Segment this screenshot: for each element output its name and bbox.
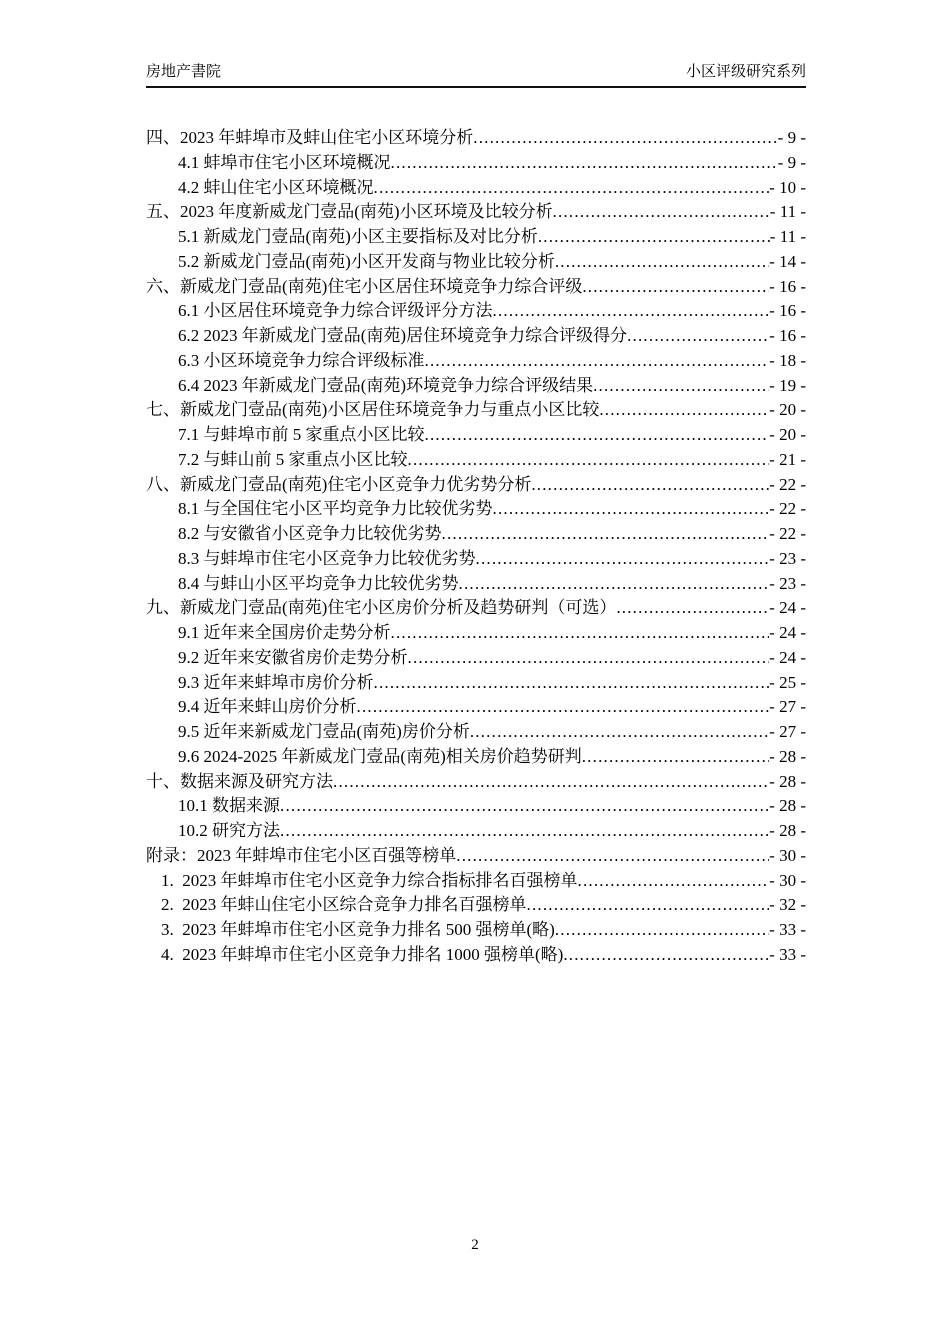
toc-entry[interactable] (146, 547, 806, 572)
page-footer (0, 1237, 950, 1254)
toc-entry-label: 八、新威龙门壹品(南苑)住宅小区竞争力优劣势分析 (146, 474, 532, 494)
toc-leader-dots (599, 398, 769, 423)
toc-leader-dots (425, 349, 770, 374)
toc-entry-label: 8.2 与安徽省小区竞争力比较优劣势 (178, 524, 442, 543)
toc-leader-dots (357, 695, 770, 720)
toc-entry-label: 5.2 新威龙门壹品(南苑)小区开发商与物业比较分析 (178, 251, 555, 271)
toc-leader-dots (627, 324, 769, 349)
toc-entry[interactable] (146, 918, 806, 943)
toc-leader-dots (459, 572, 770, 597)
toc-entry-page: - 16 - (769, 301, 806, 321)
toc-entry[interactable] (146, 398, 806, 423)
toc-entry-label: 6.1 小区居住环境竞争力综合评级评分方法 (178, 301, 493, 321)
toc-entry-label: 4.1 蚌埠市住宅小区环境概况 (178, 152, 391, 172)
toc-entry-page: - 32 - (769, 895, 806, 915)
toc-entry-page: - 9 - (777, 152, 806, 172)
toc-leader-dots (408, 448, 770, 473)
toc-entry[interactable] (146, 250, 806, 275)
toc-entry[interactable] (146, 299, 806, 324)
toc-leader-dots (476, 547, 770, 572)
toc-entry-label: 3. 2023 年蚌埠市住宅小区竞争力排名 500 强榜单(略) (161, 920, 555, 939)
toc-entry-page: - 22 - (769, 474, 806, 494)
toc-leader-dots (442, 522, 770, 547)
toc-entry-page: - 14 - (769, 251, 806, 271)
toc-entry-label: 9.3 近年来蚌埠市房价分析 (178, 672, 374, 692)
header-left-text: 房地产書院 (146, 64, 222, 80)
toc-leader-dots (408, 646, 770, 671)
toc-leader-dots (593, 374, 769, 399)
toc-entry-label: 6.2 2023 年新威龙门壹品(南苑)居住环境竞争力综合评级得分 (178, 326, 628, 345)
toc-entry[interactable] (146, 151, 806, 176)
toc-entry[interactable] (146, 819, 806, 844)
toc-entry-label: 10.2 研究方法 (178, 821, 280, 840)
toc-entry-label: 七、新威龙门壹品(南苑)小区居住环境竞争力与重点小区比较 (146, 400, 600, 420)
toc-entry-label: 6.4 2023 年新威龙门壹品(南苑)环境竞争力综合评级结果 (178, 375, 594, 395)
toc-entry-label: 2. 2023 年蚌山住宅小区综合竞争力排名百强榜单 (161, 895, 527, 915)
toc-entry[interactable] (146, 671, 806, 696)
toc-leader-dots (616, 596, 769, 621)
page-header (146, 60, 806, 88)
toc-entry-page: - 23 - (769, 573, 806, 593)
toc-leader-dots (553, 200, 770, 225)
toc-leader-dots (538, 225, 770, 250)
toc-entry-page: - 18 - (769, 350, 806, 370)
toc-entry-label: 4.2 蚌山住宅小区环境概况 (178, 177, 374, 197)
toc-leader-dots (555, 918, 769, 943)
toc-entry-label: 5.1 新威龙门壹品(南苑)小区主要指标及对比分析 (178, 227, 538, 246)
toc-entry-page: - 23 - (769, 548, 806, 568)
toc-entry[interactable] (146, 596, 806, 621)
toc-entry-page: - 11 - (769, 227, 806, 246)
toc-entry-page: - 33 - (769, 944, 806, 964)
toc-leader-dots (582, 745, 769, 770)
toc-entry-page: - 25 - (769, 672, 806, 692)
toc-entry[interactable] (146, 473, 806, 498)
toc-entry[interactable] (146, 126, 806, 151)
toc-entry-label: 9.4 近年来蚌山房价分析 (178, 697, 357, 717)
toc-entry[interactable] (146, 200, 806, 225)
toc-entry-label: 十、数据来源及研究方法 (146, 771, 333, 791)
toc-entry-page: - 20 - (769, 425, 806, 444)
toc-entry-label: 四、2023 年蚌埠市及蚌山住宅小区环境分析 (146, 128, 474, 147)
toc-entry[interactable] (146, 770, 806, 795)
toc-entry-label: 9.6 2024-2025 年新威龙门壹品(南苑)相关房价趋势研判 (178, 746, 582, 766)
toc-leader-dots (493, 299, 770, 324)
toc-entry[interactable] (146, 869, 806, 894)
toc-entry-page: - 20 - (769, 400, 806, 420)
toc-leader-dots (555, 250, 769, 275)
toc-entry-page: - 27 - (769, 722, 806, 741)
page-number: 2 (471, 1237, 479, 1253)
toc-entry[interactable] (146, 497, 806, 522)
toc-entry-label: 9.2 近年来安徽省房价走势分析 (178, 647, 408, 667)
toc-entry[interactable] (146, 621, 806, 646)
toc-entry[interactable] (146, 324, 806, 349)
toc-leader-dots (473, 126, 777, 151)
toc-entry[interactable] (146, 646, 806, 671)
toc-leader-dots (374, 176, 770, 201)
toc-entry[interactable] (146, 225, 806, 250)
toc-entry[interactable] (146, 275, 806, 300)
toc-leader-dots (280, 819, 769, 844)
toc-leader-dots (582, 275, 769, 300)
toc-entry[interactable] (146, 695, 806, 720)
toc-entry[interactable] (146, 423, 806, 448)
toc-entry-page: - 22 - (769, 524, 806, 543)
toc-entry-page: - 9 - (777, 128, 806, 147)
toc-entry-label: 6.3 小区环境竞争力综合评级标准 (178, 350, 425, 370)
toc-entry-label: 8.3 与蚌埠市住宅小区竞争力比较优劣势 (178, 548, 476, 568)
toc-entry[interactable] (146, 794, 806, 819)
toc-entry[interactable] (146, 448, 806, 473)
toc-entry-page: - 28 - (769, 796, 806, 816)
toc-entry-label: 9.1 近年来全国房价走势分析 (178, 623, 391, 642)
toc-entry-label: 8.1 与全国住宅小区平均竞争力比较优劣势 (178, 499, 493, 519)
toc-leader-dots (563, 943, 769, 968)
toc-entry-page: - 33 - (769, 920, 806, 939)
toc-entry-page: - 27 - (769, 697, 806, 717)
toc-entry[interactable] (146, 572, 806, 597)
toc-entry-page: - 21 - (769, 449, 806, 469)
toc-leader-dots (456, 844, 769, 869)
toc-leader-dots (493, 497, 770, 522)
toc-entry-page: - 28 - (769, 746, 806, 766)
toc-entry-page: - 30 - (769, 845, 806, 865)
toc-leader-dots (374, 671, 770, 696)
header-right-text: 小区评级研究系列 (685, 64, 806, 80)
toc-entry-label: 六、新威龙门壹品(南苑)住宅小区居住环境竞争力综合评级 (146, 276, 583, 296)
toc-entry-page: - 24 - (769, 647, 806, 667)
toc-entry-page: - 28 - (769, 771, 806, 791)
toc-entry-label: 8.4 与蚌山小区平均竞争力比较优劣势 (178, 573, 459, 593)
toc-entry-page: - 22 - (769, 499, 806, 519)
toc-entry-label: 7.2 与蚌山前 5 家重点小区比较 (178, 449, 408, 469)
toc-entry-page: - 24 - (769, 598, 806, 618)
toc-entry-page: - 30 - (769, 870, 806, 890)
toc-entry[interactable] (146, 943, 806, 968)
toc-entry-label: 九、新威龙门壹品(南苑)住宅小区房价分析及趋势研判（可选） (146, 598, 617, 618)
toc-entry-page: - 16 - (769, 326, 806, 345)
toc-leader-dots (470, 720, 769, 745)
toc-leader-dots (531, 473, 769, 498)
toc-entry[interactable] (146, 844, 806, 869)
toc-entry-page: - 10 - (769, 177, 806, 197)
toc-entry[interactable] (146, 745, 806, 770)
toc-entry[interactable] (146, 720, 806, 745)
toc-leader-dots (527, 893, 770, 918)
toc-entry[interactable] (146, 349, 806, 374)
toc-entry[interactable] (146, 893, 806, 918)
toc-leader-dots (425, 423, 770, 448)
toc-entry-label: 7.1 与蚌埠市前 5 家重点小区比较 (178, 425, 425, 444)
toc-entry-page: - 19 - (769, 375, 806, 395)
toc-entry-page: - 16 - (769, 276, 806, 296)
toc-leader-dots (578, 869, 770, 894)
toc-entry[interactable] (146, 522, 806, 547)
toc-leader-dots (391, 151, 778, 176)
toc-entry-page: - 24 - (769, 623, 806, 642)
toc-list (146, 126, 806, 968)
toc-entry-label: 附录：2023 年蚌埠市住宅小区百强等榜单 (146, 845, 457, 865)
toc-leader-dots (333, 770, 769, 795)
toc-entry-page: - 11 - (769, 202, 806, 222)
toc-entry-label: 9.5 近年来新威龙门壹品(南苑)房价分析 (178, 722, 470, 741)
toc-entry-page: - 28 - (769, 821, 806, 840)
toc-entry-label: 4. 2023 年蚌埠市住宅小区竞争力排名 1000 强榜单(略) (161, 944, 564, 964)
toc-entry-label: 1. 2023 年蚌埠市住宅小区竞争力综合指标排名百强榜单 (161, 870, 578, 890)
toc-entry[interactable] (146, 176, 806, 201)
toc-entry-label: 五、2023 年度新威龙门壹品(南苑)小区环境及比较分析 (146, 202, 553, 222)
toc-entry-label: 10.1 数据来源 (178, 796, 280, 816)
toc-leader-dots (391, 621, 770, 646)
toc-entry[interactable] (146, 374, 806, 399)
toc-leader-dots (280, 794, 769, 819)
